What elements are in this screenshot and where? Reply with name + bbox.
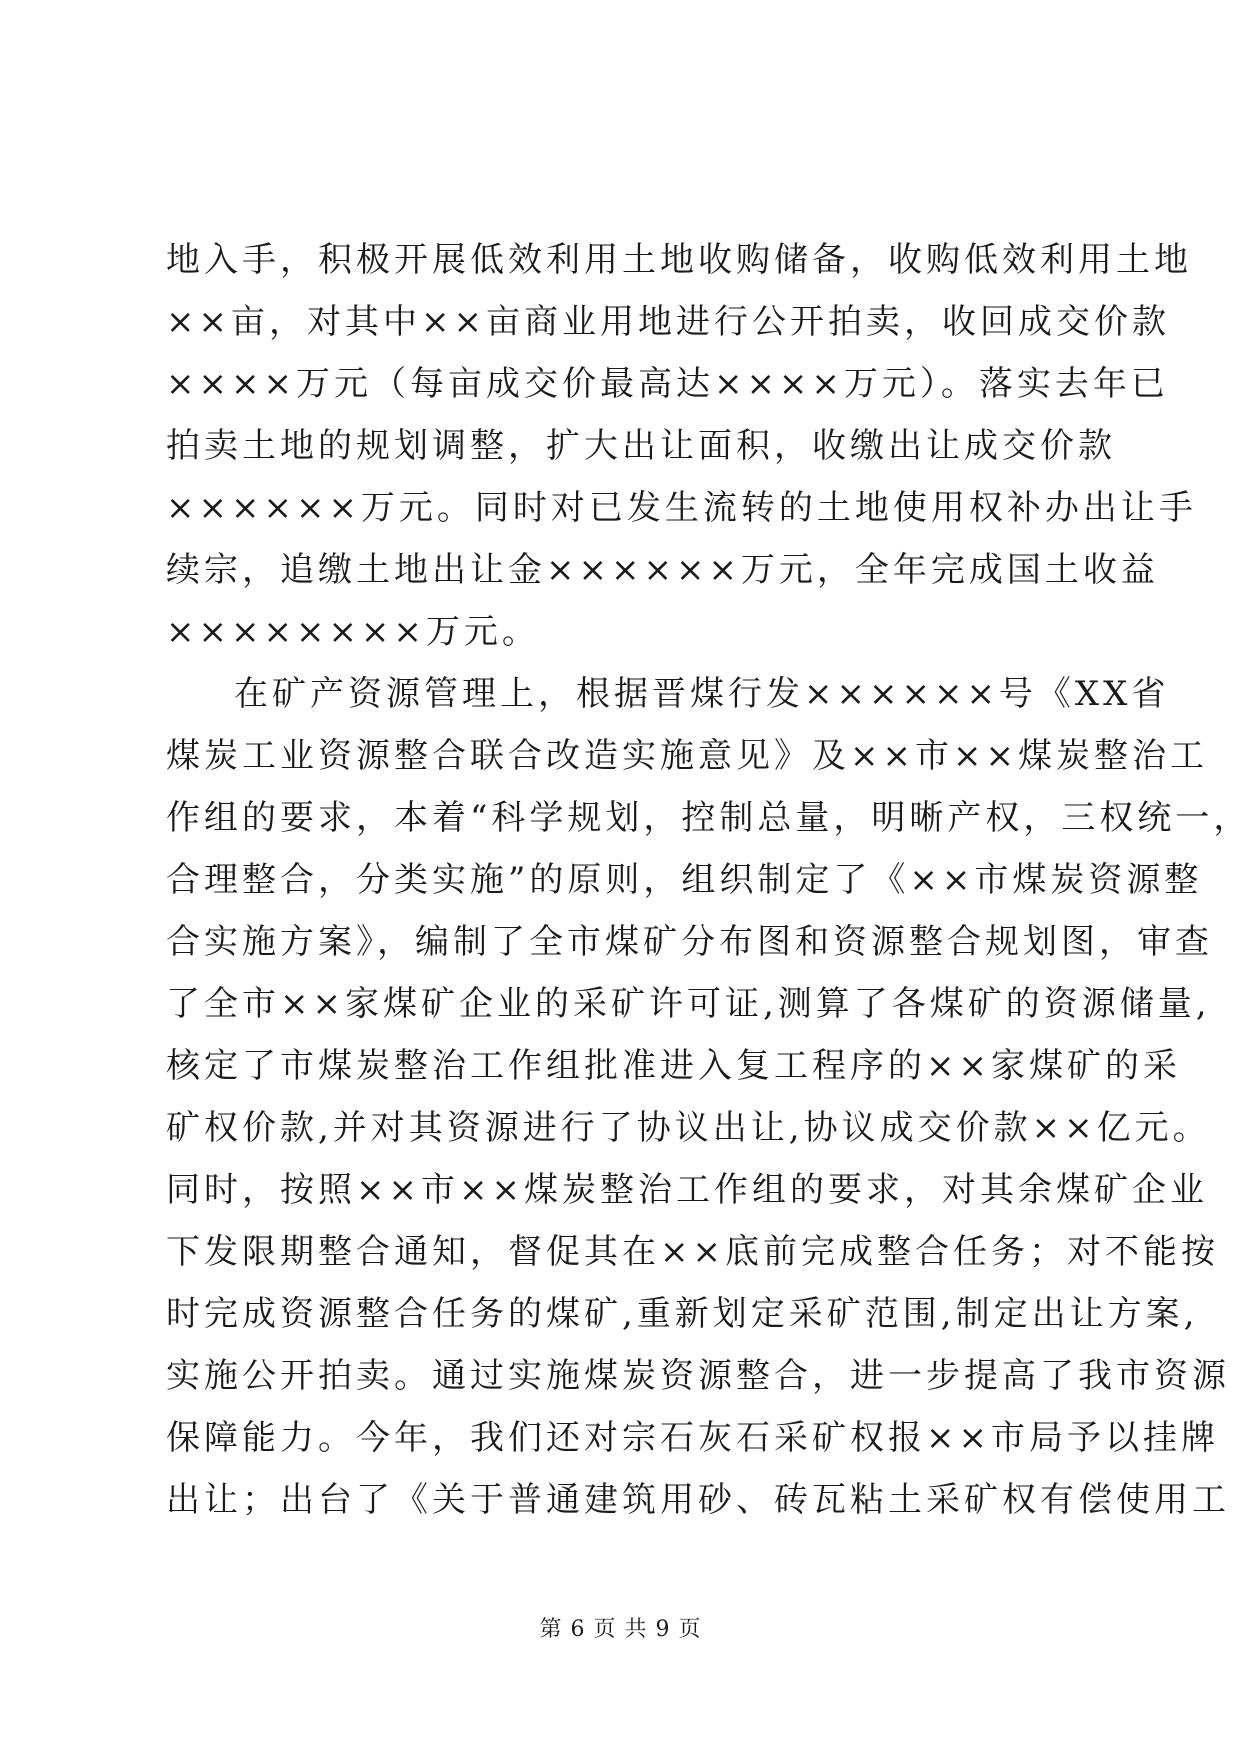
paragraph-2-line: 了全市××家煤矿企业的采矿许可证,测算了各煤矿的资源储量, xyxy=(166,984,1211,1024)
paragraph-1-line: ××××××××万元。 xyxy=(166,612,540,652)
paragraph-2-line: 矿权价款,并对其资源进行了协议出让,协议成交价款××亿元。 xyxy=(166,1108,1211,1148)
paragraph-2-line: 实施公开拍卖。通过实施煤炭资源整合，进一步提高了我市资源 xyxy=(166,1356,1230,1396)
paragraph-2-line: 核定了市煤炭整治工作组批准进入复工程序的××家煤矿的采 xyxy=(166,1046,1181,1086)
paragraph-2-line: 合实施方案》，编制了全市煤矿分布图和资源整合规划图，审查 xyxy=(166,922,1213,962)
paragraph-2-line: 出让；出台了《关于普通建筑用砂、砖瓦粘土采矿权有偿使用工 xyxy=(166,1480,1230,1520)
paragraph-1-line: ××××××万元。同时对已发生流转的土地使用权补办出让手 xyxy=(166,488,1197,528)
paragraph-2-line: 煤炭工业资源整合联合改造实施意见》及××市××煤炭整治工 xyxy=(166,736,1208,776)
paragraph-1-line: ××××万元（每亩成交价最高达××××万元）。落实去年已 xyxy=(166,364,1169,404)
page-number-footer: 第 6 页 共 9 页 xyxy=(539,1617,702,1642)
paragraph-1-line: 地入手，积极开展低效利用土地收购储备，收购低效利用土地 xyxy=(166,240,1192,280)
paragraph-2-line: 在矿产资源管理上，根据晋煤行发××××××号《XX省 xyxy=(234,674,1170,714)
paragraph-2-line: 保障能力。今年，我们还对宗石灰石采矿权报××市局予以挂牌 xyxy=(166,1418,1219,1458)
paragraph-2-line: 同时，按照××市××煤炭整治工作组的要求，对其余煤矿企业 xyxy=(166,1170,1208,1210)
paragraph-1-line: 拍卖土地的规划调整，扩大出让面积，收缴出让成交价款 xyxy=(166,426,1116,466)
paragraph-1-line: ××亩，对其中××亩商业用地进行公开拍卖，收回成交价款 xyxy=(166,302,1170,342)
paragraph-2-line: 合理整合，分类实施”的原则，组织制定了《××市煤炭资源整 xyxy=(166,860,1203,900)
paragraph-2-line: 时完成资源整合任务的煤矿,重新划定采矿范围,制定出让方案, xyxy=(166,1294,1199,1334)
paragraph-2-line: 作组的要求，本着“科学规划，控制总量，明晰产权，三权统一， xyxy=(166,798,1251,838)
document-body xyxy=(166,229,1251,1531)
paragraph-1-line: 续宗，追缴土地出让金××××××万元，全年完成国土收益 xyxy=(166,550,1159,590)
paragraph-2-line: 下发限期整合通知，督促其在××底前完成整合任务；对不能按 xyxy=(166,1232,1219,1272)
